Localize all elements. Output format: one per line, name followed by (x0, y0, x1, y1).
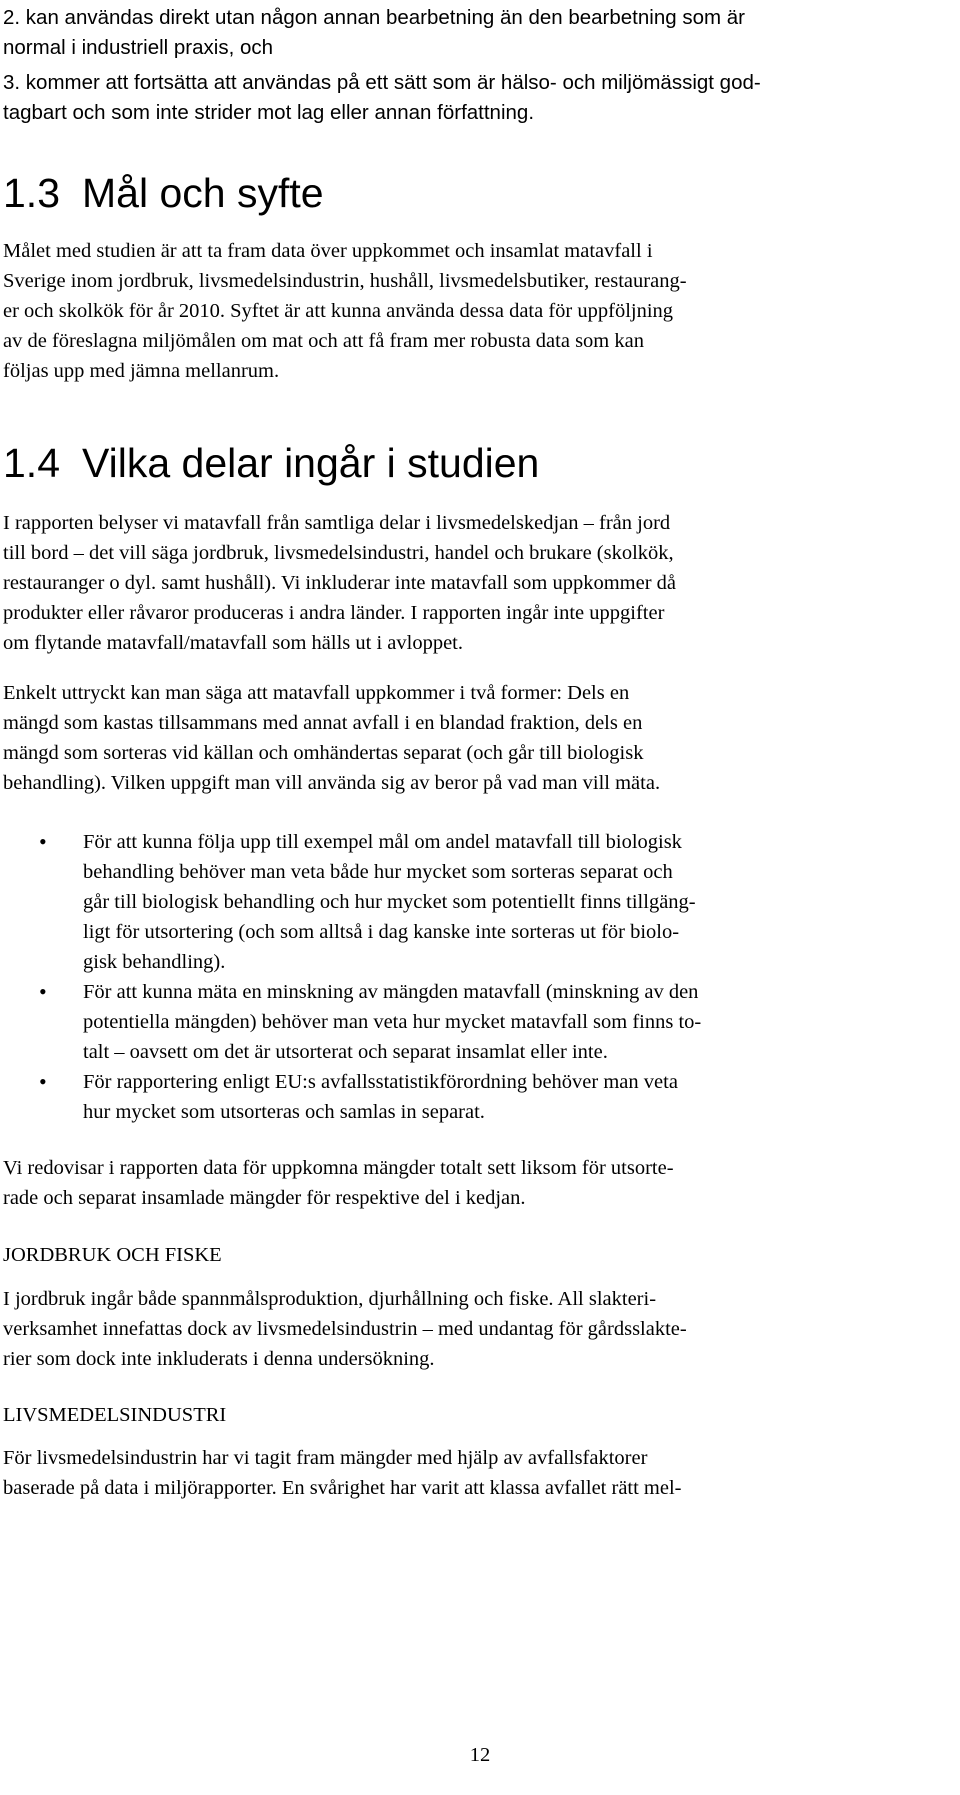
list-item-line: ligt för utsortering (och som alltså i dag kanske inte sorteras ut för biolo- (83, 921, 680, 943)
text-line: För livsmedelsindustrin har vi tagit fram mängder med hjälp av avfallsfaktorer (3, 1447, 648, 1469)
text-line: till bord – det vill säga jordbruk, livsmedelsindustri, handel och brukare (skolkök, (3, 542, 674, 564)
list-item-line: hur mycket som utsorteras och samlas in separat. (83, 1101, 485, 1123)
text-line: rade och separat insamlade mängder för respektive del i kedjan. (3, 1187, 526, 1209)
text-line: Målet med studien är att ta fram data över uppkommet och insamlat matavfall i (3, 240, 653, 262)
list-item-line: För att kunna mäta en minskning av mängden matavfall (minskning av den (83, 981, 699, 1003)
list-item-line: gisk behandling). (83, 951, 226, 973)
text-line: baserade på data i miljörapporter. En svårighet har varit att klassa avfallet rätt mel- (3, 1477, 682, 1499)
text-line: 2. kan användas direkt utan någon annan bearbetning än den bearbetning som är (3, 6, 745, 29)
text-line: normal i industriell praxis, och (3, 36, 274, 59)
text-line: Sverige inom jordbruk, livsmedelsindustrin, hushåll, livsmedelsbutiker, restaurang- (3, 270, 687, 292)
list-item-line: potentiella mängden) behöver man veta hur mycket matavfall som finns to- (83, 1011, 702, 1033)
text-line: er och skolkök för år 2010. Syftet är att kunna använda dessa data för uppföljning (3, 300, 674, 322)
section-title: Mål och syfte (82, 170, 324, 216)
text-line: mängd som sorteras vid källan och omhändertas separat (och går till biologisk (3, 742, 644, 764)
section-heading-1-3 (3, 168, 324, 218)
bullet-icon: • (39, 1069, 47, 1094)
text-line: tagbart och som inte strider mot lag eller annan författning. (3, 101, 535, 124)
subheading-livsmedelsindustri: LIVSMEDELSINDUSTRI (3, 1404, 227, 1426)
text-line: följas upp med jämna mellanrum. (3, 360, 280, 382)
section-number: 1.3 (3, 170, 60, 216)
section-title: Vilka delar ingår i studien (82, 440, 540, 486)
text-line: verksamhet innefattas dock av livsmedelsindustrin – med undantag för gårdsslakte- (3, 1318, 687, 1340)
list-item-line: går till biologisk behandling och hur mycket som potentiellt finns tillgäng- (83, 891, 696, 913)
text-line: Vi redovisar i rapporten data för uppkomna mängder totalt sett liksom för utsorte- (3, 1157, 674, 1179)
list-item-line: För rapportering enligt EU:s avfallsstatistikförordning behöver man veta (83, 1071, 678, 1093)
bullet-icon: • (39, 979, 47, 1004)
text-line: produkter eller råvaror produceras i andra länder. I rapporten ingår inte uppgifter (3, 602, 665, 624)
text-line: I jordbruk ingår både spannmålsproduktion, djurhållning och fiske. All slakteri- (3, 1288, 657, 1310)
text-line: Enkelt uttryckt kan man säga att matavfall uppkommer i två former: Dels en (3, 682, 630, 704)
text-line: rier som dock inte inkluderats i denna undersökning. (3, 1348, 435, 1370)
bullet-icon: • (39, 829, 47, 854)
text-line: restauranger o dyl. samt hushåll). Vi inkluderar inte matavfall som uppkommer då (3, 572, 677, 594)
subheading-jordbruk: JORDBRUK OCH FISKE (3, 1244, 222, 1266)
section-number: 1.4 (3, 440, 60, 486)
list-item-line: behandling behöver man veta både hur mycket som sorteras separat och (83, 861, 673, 883)
text-line: mängd som kastas tillsammans med annat avfall i en blandad fraktion, dels en (3, 712, 643, 734)
list-item-line: talt – oavsett om det är utsorterat och separat insamlat eller inte. (83, 1041, 608, 1063)
text-line: I rapporten belyser vi matavfall från samtliga delar i livsmedelskedjan – från jord (3, 512, 671, 534)
text-line: 3. kommer att fortsätta att användas på ett sätt som är hälso- och miljömässigt god- (3, 71, 761, 94)
list-item-line: För att kunna följa upp till exempel mål om andel matavfall till biologisk (83, 831, 682, 853)
text-line: om flytande matavfall/matavfall som hälls ut i avloppet. (3, 632, 463, 654)
page-number: 12 (469, 1744, 491, 1766)
text-line: behandling). Vilken uppgift man vill använda sig av beror på vad man vill mäta. (3, 772, 661, 794)
section-heading-1-4 (3, 438, 539, 488)
text-line: av de föreslagna miljömålen om mat och att få fram mer robusta data som kan (3, 330, 644, 352)
